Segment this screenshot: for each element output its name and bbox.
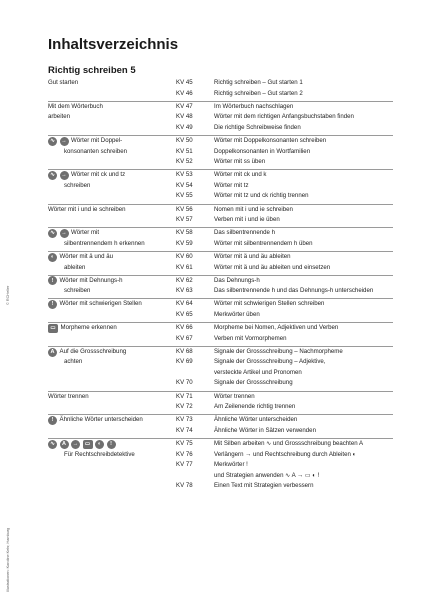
- kv-descriptions: [214, 439, 396, 492]
- kv-number: KV 53: [176, 171, 193, 179]
- toc-topic-text: Wörter mit i und ie schreiben: [48, 205, 126, 213]
- kv-number: KV 60: [176, 252, 193, 260]
- kv-descriptions: [214, 415, 396, 436]
- toc-topic: [48, 170, 172, 191]
- kv-description: Wörter mit schwierigen Stellen schreiben: [214, 300, 325, 308]
- strategy-icon: →: [61, 172, 67, 179]
- kv-numbers: [176, 252, 206, 273]
- toc-topic-text: Wörter mit ck und tz: [71, 171, 126, 179]
- toc-topic: [48, 102, 172, 123]
- toc-topic-text: Wörter mit Dehnungs-h: [59, 276, 123, 284]
- kv-description: Verben mit Vormorphemen: [214, 334, 287, 342]
- kv-descriptions: [214, 299, 396, 320]
- toc-topic-text: achten: [64, 358, 83, 366]
- kv-number: KV 52: [176, 158, 193, 166]
- toc-row: [48, 275, 393, 299]
- kv-description: Wörter mit tz und ck richtig trennen: [214, 192, 309, 200]
- kv-descriptions: [214, 323, 396, 344]
- kv-description: Merkwörter üben: [214, 310, 260, 318]
- kv-number: KV 77: [176, 461, 193, 469]
- toc-row: [48, 135, 393, 169]
- kv-number: [176, 368, 206, 379]
- toc-topic: [48, 347, 172, 368]
- kv-description: Verlängern → und Rechtschreibung durch Ableiten ◐: [214, 450, 357, 458]
- kv-descriptions: [214, 205, 396, 226]
- kv-description: Signale der Grossschreibung – Adjektive,: [214, 358, 326, 366]
- section-title: Richtig schreiben 5: [48, 65, 136, 76]
- kv-number: KV 78: [176, 482, 193, 490]
- toc-topic-text: Wörter mit Doppel-: [71, 136, 123, 144]
- kv-description: Wörter mit Doppelkonsonanten schreiben: [214, 136, 327, 144]
- kv-number: KV 76: [176, 450, 193, 458]
- toc-topic: [48, 136, 172, 157]
- toc-topic-text: Wörter mit ä und äu: [59, 252, 114, 260]
- toc-row: [48, 346, 393, 391]
- kv-description: Verben mit i und ie üben: [214, 216, 280, 224]
- kv-descriptions: [214, 170, 396, 202]
- strategy-icon: ∿: [48, 440, 57, 449]
- toc-topic-text: Für Rechtschreibdetektive: [64, 450, 135, 458]
- toc-topic-text: Morpheme erkennen: [60, 324, 117, 332]
- kv-descriptions: [214, 392, 396, 413]
- strategy-icon: ▭: [48, 324, 58, 333]
- kv-number: KV 63: [176, 287, 193, 295]
- toc-topic-text: Wörter trennen: [48, 392, 89, 400]
- kv-number: KV 59: [176, 239, 193, 247]
- kv-number: KV 71: [176, 392, 193, 400]
- kv-description: Wörter mit ä und äu ableiten: [214, 252, 291, 260]
- kv-number: KV 62: [176, 276, 193, 284]
- kv-number: KV 48: [176, 113, 193, 121]
- kv-numbers: [176, 439, 206, 492]
- strategy-icon: ◐: [95, 440, 104, 449]
- kv-number: KV 51: [176, 147, 193, 155]
- strategy-icon: A: [60, 440, 69, 449]
- kv-numbers: [176, 415, 206, 436]
- kv-number: KV 49: [176, 123, 193, 131]
- strategy-icon: ∿: [48, 229, 57, 238]
- toc-topic: [48, 323, 172, 334]
- toc-topic: [48, 392, 172, 403]
- strategy-icon: ∿: [48, 137, 57, 146]
- toc-topic: [48, 299, 172, 310]
- toc-topic: [48, 252, 172, 273]
- toc-topic: [48, 415, 172, 426]
- kv-number: KV 73: [176, 416, 193, 424]
- kv-description: Die richtige Schreibweise finden: [214, 123, 301, 131]
- kv-description: Das silbentrennende h: [214, 229, 275, 237]
- strategy-icon: !: [48, 276, 57, 285]
- toc-topic-text: konsonanten schreiben: [64, 147, 128, 155]
- kv-number: KV 47: [176, 102, 193, 110]
- toc-topic-text: Ähnliche Wörter unterscheiden: [59, 416, 143, 424]
- kv-description: Nomen mit i und ie schreiben: [214, 205, 293, 213]
- toc-row: [48, 169, 393, 203]
- kv-number: KV 46: [176, 89, 193, 97]
- kv-numbers: [176, 323, 206, 344]
- kv-number: KV 54: [176, 181, 193, 189]
- kv-number: KV 74: [176, 426, 193, 434]
- kv-number: KV 69: [176, 358, 193, 366]
- kv-description: und Strategien anwenden ∿ A → ▭ ◐ !: [214, 471, 320, 479]
- kv-description: Wörter mit tz: [214, 181, 249, 189]
- illustration-credit: Illustrationen: Karoline Kehr, Hamburg: [6, 527, 10, 592]
- kv-number: KV 72: [176, 403, 193, 411]
- strategy-icon: !: [48, 416, 57, 425]
- kv-numbers: [176, 136, 206, 168]
- toc-row: [48, 227, 393, 251]
- toc-row: [48, 391, 393, 415]
- kv-numbers: [176, 170, 206, 202]
- toc-topic-text: Wörter mit: [71, 229, 100, 237]
- kv-descriptions: [214, 347, 396, 389]
- toc-topic-text: schreiben: [64, 287, 91, 295]
- kv-numbers: [176, 78, 206, 99]
- strategy-icon: →: [61, 137, 67, 144]
- kv-numbers: [176, 228, 206, 249]
- kv-descriptions: [214, 136, 396, 168]
- toc-row: [48, 298, 393, 322]
- kv-number: [176, 471, 206, 482]
- kv-descriptions: [214, 102, 396, 134]
- toc-topic: [48, 228, 172, 249]
- kv-numbers: [176, 392, 206, 413]
- toc-row: [48, 78, 393, 101]
- kv-description: Wörter mit dem richtigen Anfangsbuchstaben finden: [214, 113, 354, 121]
- toc-topic: [48, 439, 172, 460]
- kv-description: Am Zeilenende richtig trennen: [214, 403, 296, 411]
- kv-description: Wörter mit ck und k: [214, 171, 267, 179]
- toc-row: [48, 438, 393, 494]
- kv-description: Richtig schreiben – Gut starten 2: [214, 89, 303, 97]
- kv-description: versteckte Artikel und Pronomen: [214, 368, 302, 376]
- kv-number: KV 55: [176, 192, 193, 200]
- kv-descriptions: [214, 252, 396, 273]
- kv-number: KV 64: [176, 300, 193, 308]
- strategy-icon: →: [72, 440, 79, 447]
- toc-topic: [48, 205, 172, 216]
- kv-number: KV 50: [176, 136, 193, 144]
- kv-numbers: [176, 276, 206, 297]
- toc-topic-text: Wörter mit schwierigen Stellen: [59, 300, 142, 308]
- kv-description: Signale der Grossschreibung: [214, 379, 293, 387]
- kv-number: KV 56: [176, 205, 193, 213]
- kv-numbers: [176, 299, 206, 320]
- page-title: Inhaltsverzeichnis: [48, 36, 179, 53]
- copyright-note: © RCHeller: [6, 285, 10, 305]
- strategy-icon: ▭: [83, 440, 93, 449]
- kv-numbers: [176, 102, 206, 134]
- kv-description: Das silbentrennende h und das Dehnungs-h unterscheiden: [214, 287, 374, 295]
- kv-number: KV 57: [176, 216, 193, 224]
- kv-number: KV 61: [176, 263, 193, 271]
- kv-description: Wörter mit ss üben: [214, 158, 266, 166]
- kv-description: Wörter trennen: [214, 392, 255, 400]
- kv-description: Merkwörter !: [214, 461, 248, 469]
- toc-row: [48, 251, 393, 275]
- kv-description: Mit Silben arbeiten ∿ und Grossschreibung beachten A: [214, 439, 364, 447]
- kv-number: KV 67: [176, 334, 193, 342]
- kv-description: Das Dehnungs-h: [214, 276, 260, 284]
- toc-topic-text: Auf die Grossschreibung: [59, 347, 127, 355]
- strategy-icon: !: [107, 440, 116, 449]
- kv-description: Wörter mit silbentrennendem h üben: [214, 239, 313, 247]
- kv-description: Richtig schreiben – Gut starten 1: [214, 79, 303, 86]
- kv-description: Ähnliche Wörter unterscheiden: [214, 416, 298, 424]
- toc-topic-text: Gut starten: [48, 79, 79, 86]
- kv-number: KV 68: [176, 347, 193, 355]
- toc-topic-text: arbeiten: [48, 113, 71, 121]
- toc-topic: [48, 276, 172, 297]
- toc-topic-text: ableiten: [64, 263, 86, 271]
- kv-description: Ähnliche Wörter in Sätzen verwenden: [214, 426, 316, 434]
- toc-row: [48, 101, 393, 135]
- toc-topic: [48, 78, 172, 89]
- toc-topic-text: silbentrennendem h erkennen: [64, 239, 145, 247]
- kv-number: KV 45: [176, 79, 193, 86]
- strategy-icon: →: [61, 230, 67, 237]
- kv-description: Morpheme bei Nomen, Adjektiven und Verben: [214, 324, 339, 332]
- toc-topic-text: Mit dem Wörterbuch: [48, 102, 103, 110]
- toc-row: [48, 414, 393, 438]
- toc-row: [48, 322, 393, 346]
- kv-description: Im Wörterbuch nachschlagen: [214, 102, 294, 110]
- kv-descriptions: [214, 228, 396, 249]
- strategy-icon: !: [48, 300, 57, 309]
- kv-description: Doppelkonsonanten in Wortfamilien: [214, 147, 311, 155]
- kv-description: Wörter mit ä und äu ableiten und einsetzen: [214, 263, 331, 271]
- kv-number: KV 66: [176, 324, 193, 332]
- strategy-icon: ∿: [48, 171, 57, 180]
- strategy-icon: A: [48, 348, 57, 357]
- kv-numbers: [176, 347, 206, 389]
- kv-number: KV 70: [176, 379, 193, 387]
- kv-description: Einen Text mit Strategien verbessern: [214, 482, 314, 490]
- toc-row: [48, 204, 393, 228]
- kv-descriptions: [214, 78, 396, 99]
- kv-number: KV 75: [176, 439, 193, 447]
- kv-numbers: [176, 205, 206, 226]
- strategy-icon: ◐: [48, 253, 57, 262]
- kv-description: Signale der Grossschreibung – Nachmorpheme: [214, 347, 343, 355]
- kv-descriptions: [214, 276, 396, 297]
- table-of-contents: [48, 78, 393, 493]
- kv-number: KV 58: [176, 229, 193, 237]
- toc-topic-text: schreiben: [64, 181, 91, 189]
- kv-number: KV 65: [176, 310, 193, 318]
